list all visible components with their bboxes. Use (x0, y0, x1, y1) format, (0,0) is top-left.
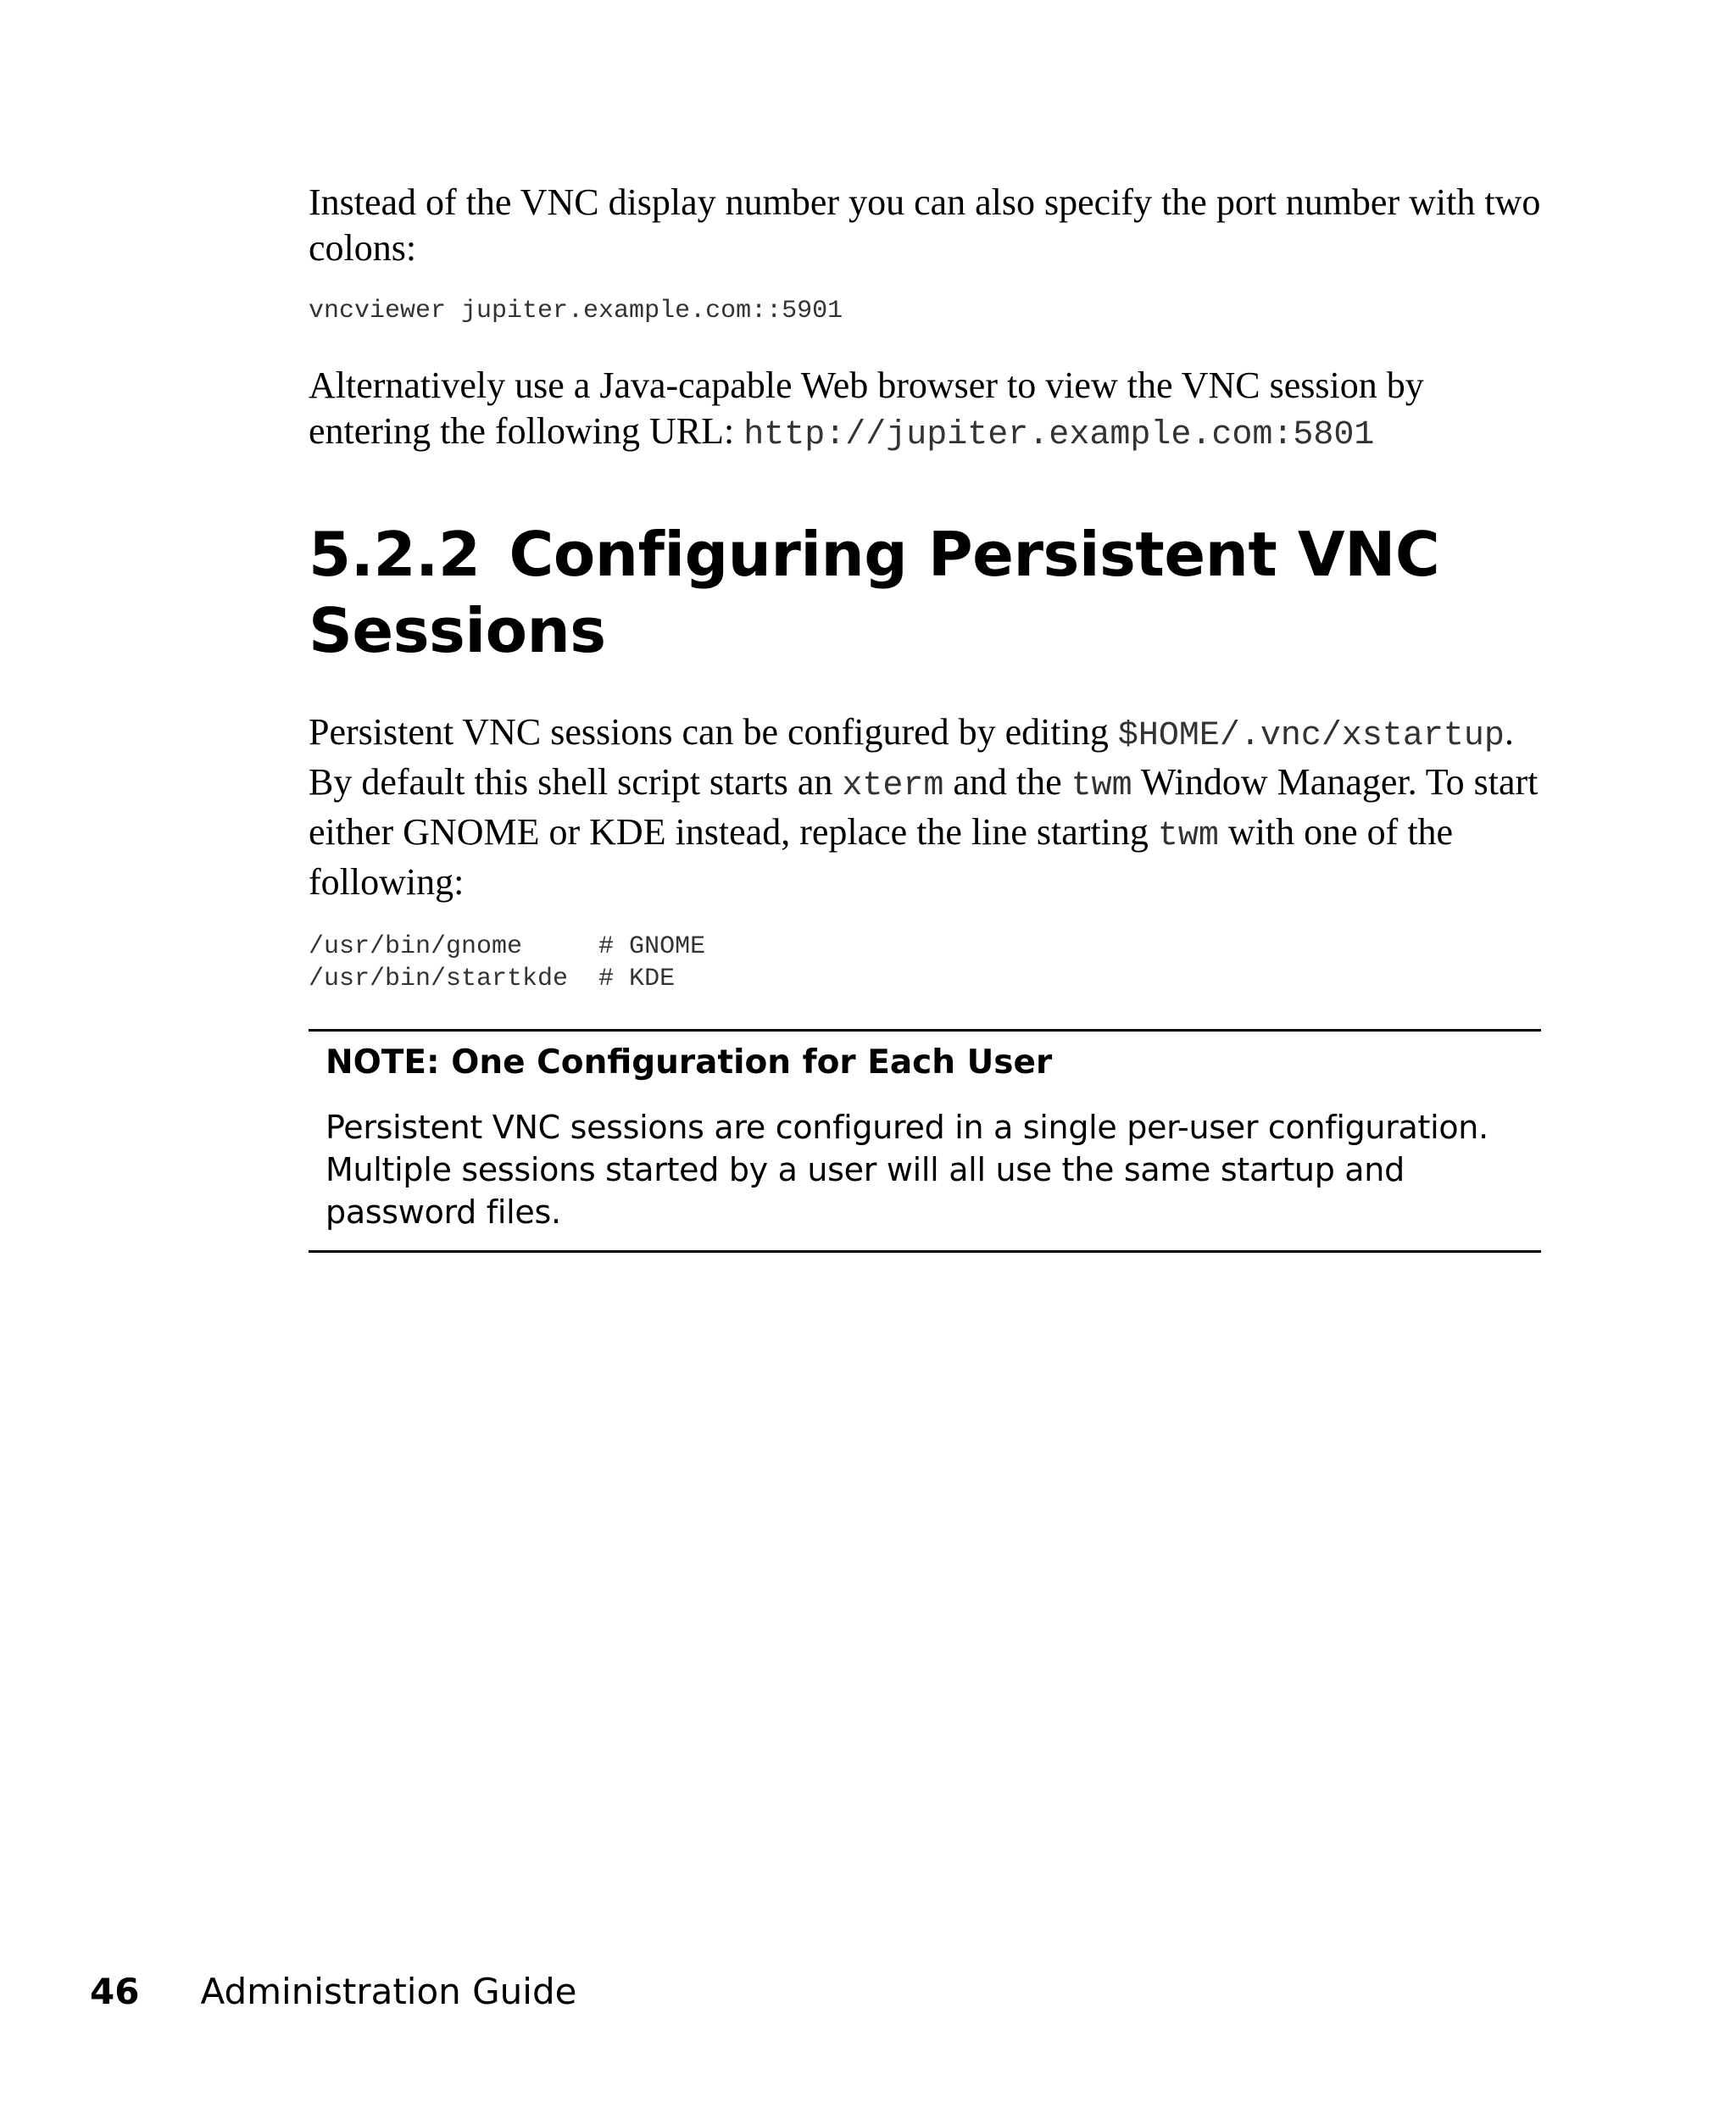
note-body: Persistent VNC sessions are configured in a single per-user configuration. Multiple sessions started by a user will all use the same startup and password files. (326, 1109, 1488, 1231)
code-desktop-commands (309, 931, 1541, 995)
java-browser-text: Alternatively use a Java-capable Web browser to view the VNC session by entering the following URL: (309, 364, 1424, 452)
twm-code-2: twm (1157, 817, 1219, 855)
xterm-code: xterm (842, 767, 944, 805)
paragraph-port-number: Instead of the VNC display number you can also specify the port number with two colons: (309, 181, 1541, 269)
section-number: 5.2.2 (309, 519, 481, 590)
note-title: NOTE: One Configuration for Each User (326, 1043, 1053, 1082)
xstartup-text-3: and the (943, 761, 1071, 803)
twm-code: twm (1071, 767, 1132, 805)
paragraph-java-browser (309, 363, 1541, 459)
vnc-web-url: http://jupiter.example.com:5801 (743, 416, 1375, 454)
note-box (309, 1029, 1541, 1253)
page-content (309, 180, 1541, 1253)
code-line-gnome: /usr/bin/gnome # GNOME (309, 932, 706, 961)
code-vncviewer-command: vncviewer jupiter.example.com::5901 (309, 297, 843, 325)
xstartup-text-1: Persistent VNC sessions can be configured by editing (309, 711, 1118, 753)
section-heading (309, 516, 1541, 669)
page-number: 46 (90, 1971, 140, 2012)
xstartup-text-2: . By default this shell script starts an (309, 711, 1514, 803)
section-title: Configuring Persistent VNC Sessions (309, 519, 1440, 666)
paragraph-xstartup (309, 709, 1541, 905)
page-footer (90, 1966, 576, 2017)
book-title: Administration Guide (200, 1971, 577, 2012)
code-line-kde: /usr/bin/startkde # KDE (309, 965, 676, 993)
xstartup-text-5: with one of the following: (309, 811, 1454, 903)
xstartup-path: $HOME/.vnc/xstartup (1117, 717, 1505, 755)
xstartup-text-4: Window Manager. To start either GNOME or KDE instead, replace the line starting (309, 761, 1538, 853)
